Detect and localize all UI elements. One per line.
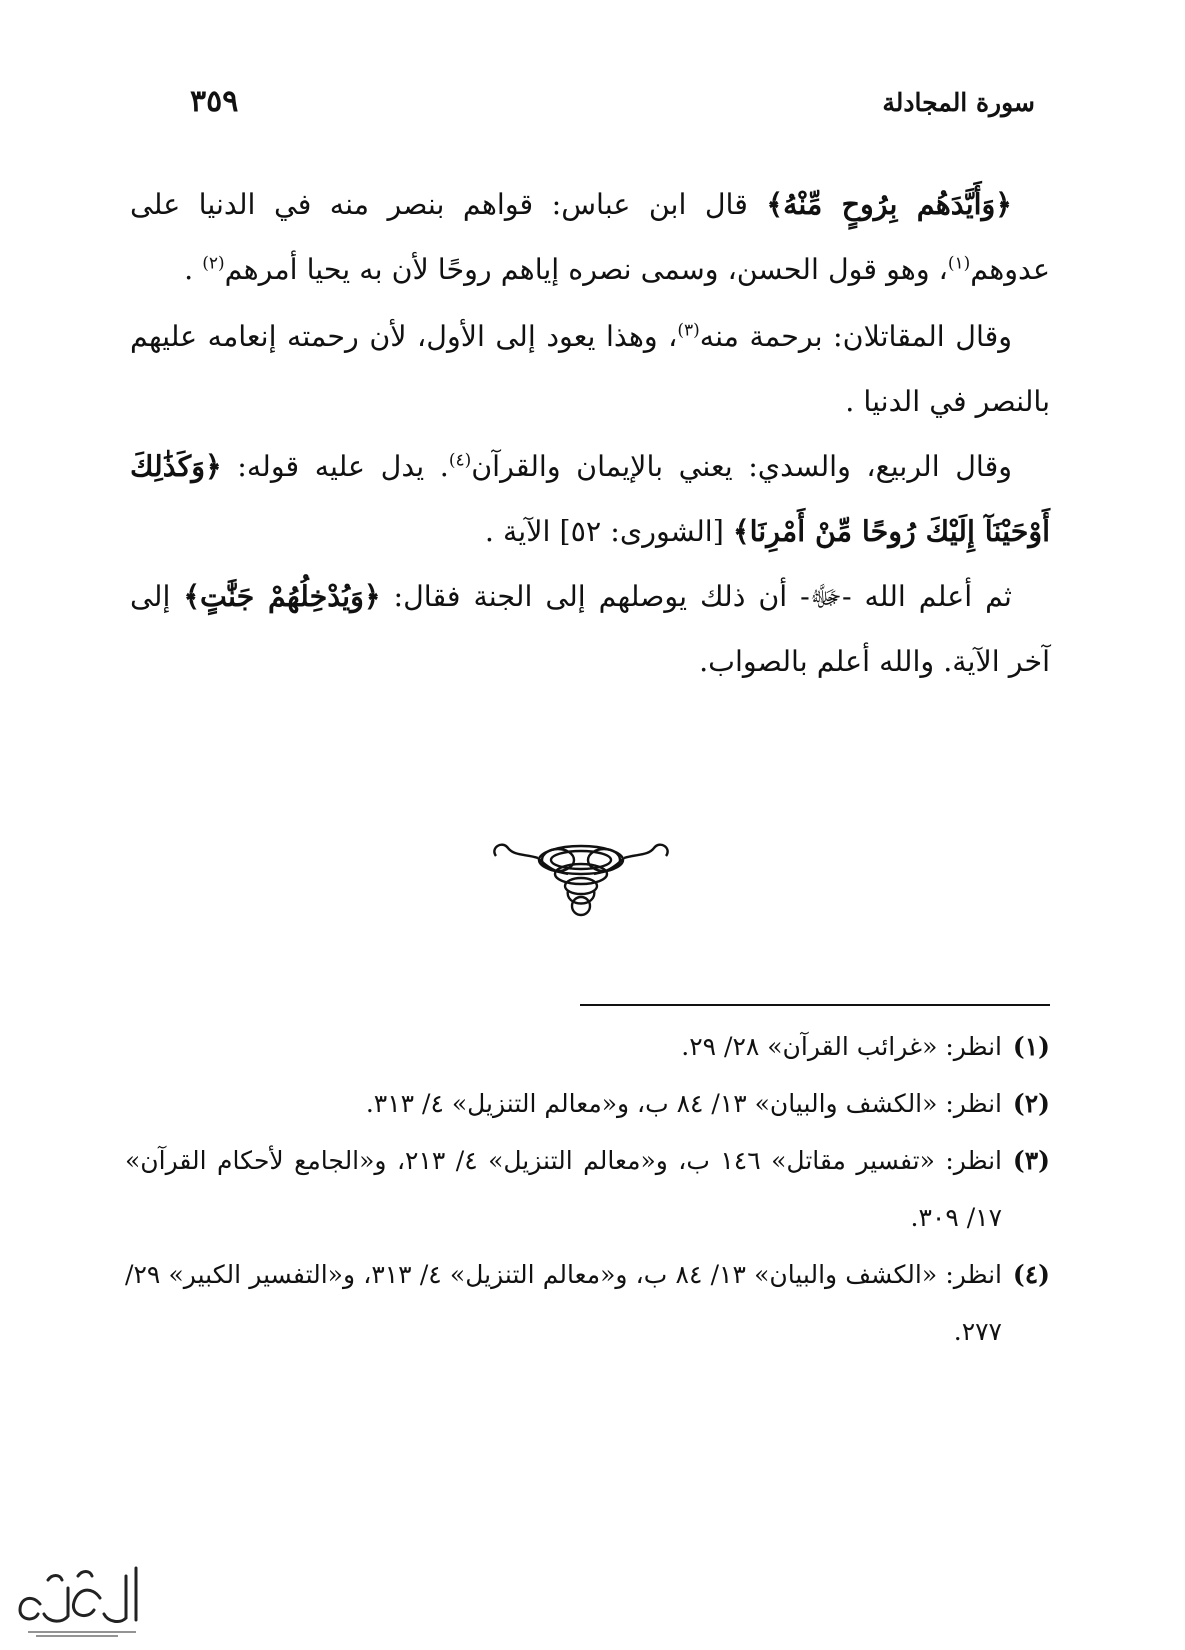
page-number: ٣٥٩ [190,84,239,119]
footnote-text: انظر: «تفسير مقاتل» ١٤٦ ب، و«معالم التنزيل» ٤/ ٢١٣، و«الجامع لأحكام القرآن» ١٧/ ٣٠٩. [125,1146,1002,1232]
running-header-title: سورة المجادلة [882,88,1035,117]
footnote-item [125,1075,1050,1132]
footnote-item [125,1246,1050,1360]
footnote-number: (٣) [1012,1146,1050,1175]
paragraph-text: قال ابن عباس: قواهم بنصر منه في الدنيا على عدوهم [130,188,1050,286]
paragraph-text: وقال المقاتلان: برحمة منه [699,320,1013,353]
paragraph-text: [الشورى: ٥٢] الآية . [484,515,733,548]
paragraph-2 [130,304,1050,434]
footnote-text: انظر: «الكشف والبيان» ١٣/ ٨٤ ب، و«معالم التنزيل» ٤/ ٣١٣. [365,1089,1002,1118]
footnote-text: انظر: «الكشف والبيان» ١٣/ ٨٤ ب، و«معالم التنزيل» ٤/ ٣١٣، و«التفسير الكبير» ٢٩/ ٢٧٧. [125,1260,1002,1346]
footnote-divider [580,1004,1050,1006]
footnote-ref[interactable]: (٣) [677,320,700,341]
footnote-ref[interactable]: (١) [947,253,971,274]
paragraph-text: ، وهو قول الحسن، وسمى نصره إياهم روحًا لأن به يحيا أمرهم [224,253,948,286]
paragraph-text: إلى آخر الآية. والله أعلم بالصواب. [130,580,1050,678]
paragraph-text: ، وهذا يعود إلى الأول، لأن رحمته إنعامه عليهم بالنصر في الدنيا . [130,320,1050,418]
paragraph-4 [130,564,1050,694]
footnote-item [125,1018,1050,1075]
footnote-number: (٤) [1012,1260,1050,1289]
quran-quote: ﴿وَكَذَٰلِكَ أَوْحَيْنَآ إِلَيْكَ رُوحًا مِّنْ أَمْرِنَا﴾ [130,449,1050,548]
paragraph-text: . يدل عليه قوله: [221,450,449,483]
calligraphic-logo-stamp-icon [8,1558,148,1640]
paragraph-text: وقال الربيع، والسدي: يعني بالإيمان والقرآن [471,450,1012,483]
footnote-text: انظر: «غرائب القرآن» ٢٨/ ٢٩. [681,1032,1002,1061]
main-text [130,172,1050,694]
footnote-item [125,1132,1050,1246]
footnote-number: (١) [1012,1032,1050,1061]
footnote-ref[interactable]: (٢) [202,253,225,274]
footnote-ref[interactable]: (٤) [448,450,472,471]
quran-quote: ﴿وَيُدْخِلُهُمْ جَنَّٰتٍ﴾ [183,579,381,613]
paragraph-text: . [184,253,203,286]
quran-quote: ﴿وَأَيَّدَهُم بِرُوحٍ مِّنْهُ﴾ [766,187,1013,221]
calligraphic-knot-ornament-icon [488,834,674,926]
paragraph-text: ثم أعلم الله -ﷻ- أن ذلك يوصلهم إلى الجنة فقال: [380,580,1012,613]
paragraph-3 [130,434,1050,564]
footnotes [125,1018,1050,1360]
footnote-number: (٢) [1012,1089,1050,1118]
paragraph-1 [130,172,1050,302]
